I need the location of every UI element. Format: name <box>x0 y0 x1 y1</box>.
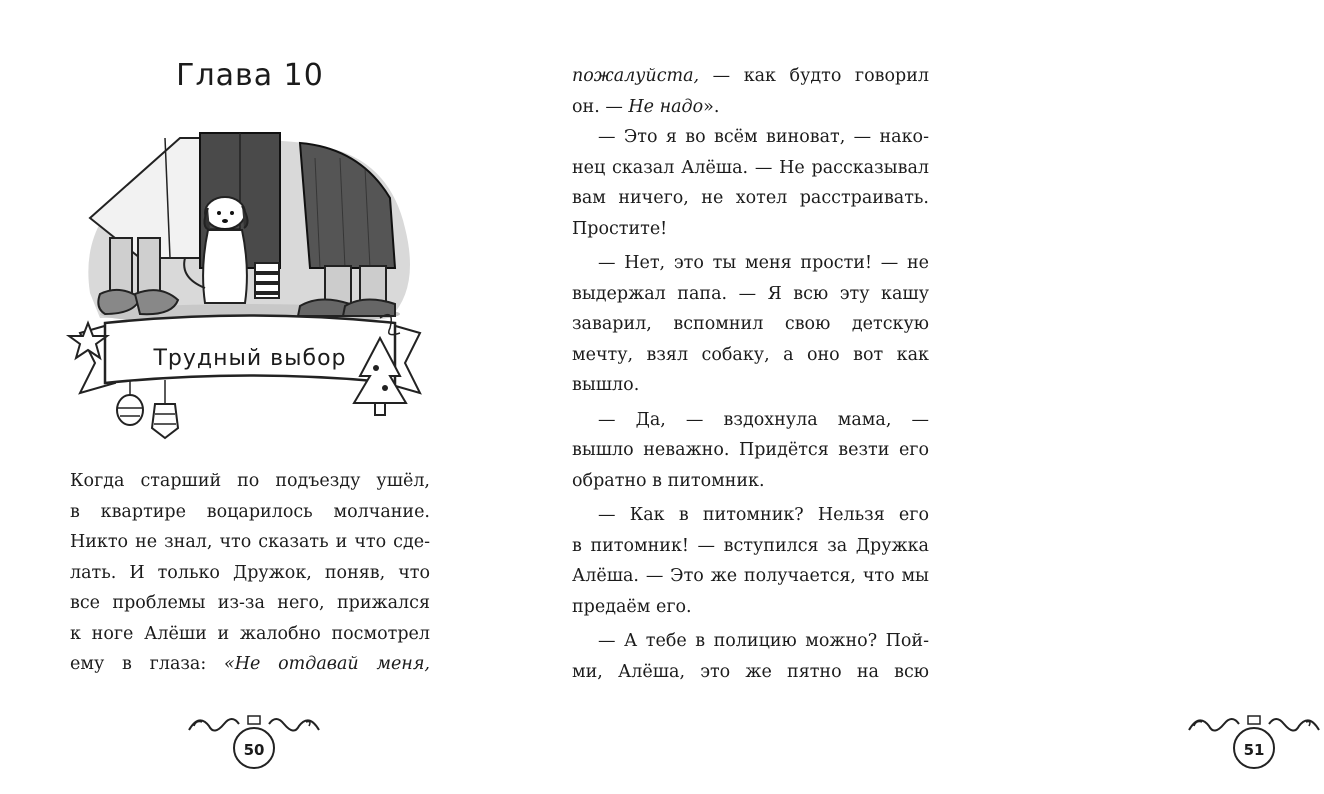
text-line: обратно в питомник. <box>572 470 765 491</box>
page-footer <box>184 708 324 772</box>
text-line: — Нет, это ты меня прости! — не <box>598 253 929 273</box>
text-line: мечту, взял собаку, а оно вот как <box>572 344 929 365</box>
paragraph <box>572 122 929 244</box>
text-line: нец сказал Алёша. — Не рассказывал <box>572 157 929 178</box>
right-page <box>500 0 1265 794</box>
left-page-text <box>70 466 430 680</box>
paragraph <box>572 248 929 401</box>
page-footer <box>1184 708 1324 772</box>
text-line: Когда старший по подъезду ушёл, <box>70 471 430 491</box>
italic-segment: Не надо <box>628 96 704 117</box>
text-line: — Это я во всём виноват, — нако- <box>598 127 929 147</box>
text-line <box>572 61 929 92</box>
text-segment: он. — <box>572 96 629 117</box>
paragraph <box>572 500 929 622</box>
text-line: — А тебе в полицию можно? Пой- <box>598 631 929 651</box>
text-line: заварил, вспомнил свою детскую <box>572 314 929 334</box>
paragraph <box>572 405 929 497</box>
text-line: к ноге Алёши и жалобно посмотрел <box>70 623 430 644</box>
text-line: вам ничего, не хотел расстраивать. <box>572 188 929 208</box>
text-line: — Как в питомник? Нельзя его <box>598 505 929 525</box>
text-segment: ». <box>703 96 720 117</box>
banner-text: Трудный выбор <box>153 346 347 371</box>
text-segment: — как будто говорил <box>699 66 929 86</box>
text-line: ми, Алёша, это же пятно на всю <box>572 661 929 682</box>
text-segment: ему в глаза: <box>70 654 225 674</box>
text-line: лать. И только Дружок, поняв, что <box>70 562 430 583</box>
right-page-text <box>572 61 929 691</box>
text-line: Алёша. — Это же получается, что мы <box>572 566 929 586</box>
text-line: предаём его. <box>572 596 692 617</box>
text-line: в квартире воцарилось молчание. <box>70 501 430 522</box>
text-line: выдержал папа. — Я всю эту кашу <box>572 283 929 304</box>
text-line: все проблемы из-за него, прижался <box>70 593 430 613</box>
text-line: вышло неважно. Придётся везти его <box>572 440 929 460</box>
text-line: Никто не знал, что сказать и что сде- <box>70 532 430 552</box>
italic-segment: «Не отдавай меня, <box>224 654 430 674</box>
page-number: 51 <box>1243 741 1265 759</box>
text-line <box>70 649 430 680</box>
text-line: в питомник! — вступился за Дружка <box>572 535 929 556</box>
text-line: вышло. <box>572 375 640 395</box>
page-number: 50 <box>243 741 265 759</box>
chapter-title: Глава 10 <box>176 58 324 93</box>
chapter-illustration <box>60 118 440 448</box>
left-page <box>0 0 500 794</box>
italic-segment: пожалуйста, <box>572 66 700 86</box>
text-line: — Да, — вздохнула мама, — <box>598 409 929 430</box>
paragraph <box>572 626 929 687</box>
text-line <box>572 92 929 123</box>
text-line: Простите! <box>572 218 668 239</box>
